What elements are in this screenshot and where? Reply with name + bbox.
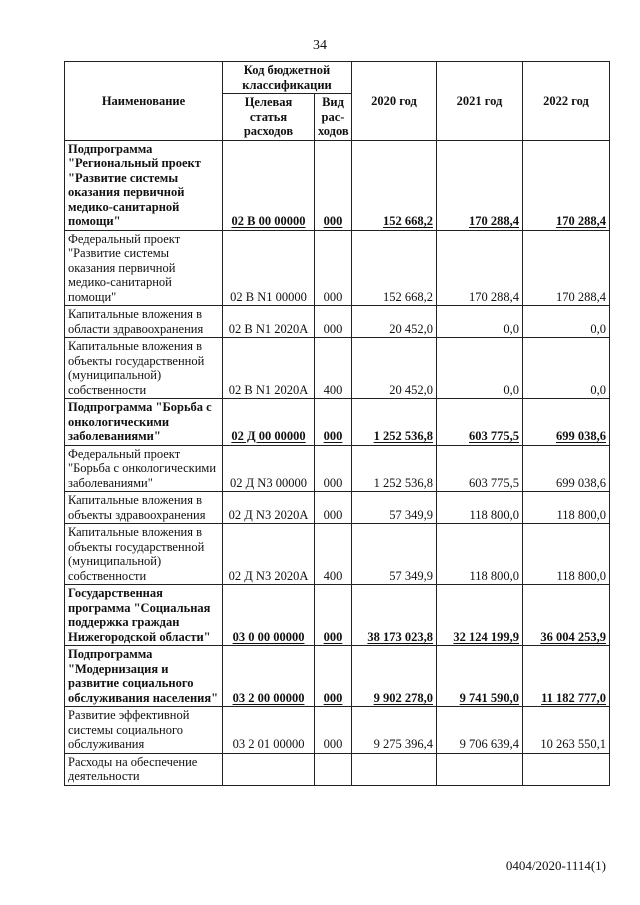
table-row xyxy=(65,753,610,785)
row-name: Подпрограмма "Модернизация и развитие социального обслуживания населения" xyxy=(65,646,223,707)
row-2022: 36 004 253,9 xyxy=(523,585,610,646)
row-2021 xyxy=(437,753,523,785)
table-row xyxy=(65,646,610,707)
row-type: 400 xyxy=(315,524,352,585)
row-name: Капитальные вложения в объекты государственной (муниципальной) собственности xyxy=(65,338,223,399)
row-2020: 9 902 278,0 xyxy=(352,646,437,707)
row-name: Капитальные вложения в объекты здравоохранения xyxy=(65,492,223,524)
table-row xyxy=(65,585,610,646)
row-2021: 118 800,0 xyxy=(437,524,523,585)
row-code: 03 2 00 00000 xyxy=(223,646,315,707)
row-2022: 0,0 xyxy=(523,338,610,399)
row-2020: 57 349,9 xyxy=(352,524,437,585)
row-2021: 170 288,4 xyxy=(437,140,523,230)
row-2022: 11 182 777,0 xyxy=(523,646,610,707)
row-code: 02 В N1 2020А xyxy=(223,306,315,338)
header-name: Наименование xyxy=(65,62,223,141)
row-2022: 170 288,4 xyxy=(523,230,610,306)
row-type: 000 xyxy=(315,306,352,338)
row-type: 000 xyxy=(315,707,352,754)
row-2021: 32 124 199,9 xyxy=(437,585,523,646)
row-2020: 20 452,0 xyxy=(352,338,437,399)
row-code: 02 Д N3 2020А xyxy=(223,524,315,585)
row-2022: 118 800,0 xyxy=(523,524,610,585)
row-type: 000 xyxy=(315,585,352,646)
row-code: 03 0 00 00000 xyxy=(223,585,315,646)
row-2022: 170 288,4 xyxy=(523,140,610,230)
header-2022: 2022 год xyxy=(523,62,610,141)
row-type: 000 xyxy=(315,140,352,230)
row-name: Капитальные вложения в объекты государственной (муниципальной) собственности xyxy=(65,524,223,585)
row-type xyxy=(315,753,352,785)
row-type: 000 xyxy=(315,445,352,492)
row-name: Капитальные вложения в области здравоохранения xyxy=(65,306,223,338)
row-name: Расходы на обеспечение деятельности xyxy=(65,753,223,785)
row-2021: 603 775,5 xyxy=(437,445,523,492)
row-type: 400 xyxy=(315,338,352,399)
table-row xyxy=(65,445,610,492)
row-2020: 57 349,9 xyxy=(352,492,437,524)
table-row xyxy=(65,524,610,585)
row-2021: 170 288,4 xyxy=(437,230,523,306)
document-code: 0404/2020-1114(1) xyxy=(505,858,606,873)
row-2021: 118 800,0 xyxy=(437,492,523,524)
row-name: Подпрограмма "Региональный проект "Развитие системы оказания первичной медико-санитарной помощи" xyxy=(65,140,223,230)
row-2021: 9 706 639,4 xyxy=(437,707,523,754)
row-2022: 118 800,0 xyxy=(523,492,610,524)
row-code xyxy=(223,753,315,785)
row-type: 000 xyxy=(315,646,352,707)
row-code: 02 В N1 00000 xyxy=(223,230,315,306)
row-2020: 152 668,2 xyxy=(352,140,437,230)
row-name: Подпрограмма "Борьба с онкологическими заболеваниями" xyxy=(65,399,223,446)
row-code: 02 В N1 2020А xyxy=(223,338,315,399)
budget-table xyxy=(64,61,610,786)
row-code: 02 Д 00 00000 xyxy=(223,399,315,446)
table-row xyxy=(65,399,610,446)
row-2021: 0,0 xyxy=(437,338,523,399)
header-2021: 2021 год xyxy=(437,62,523,141)
row-2022: 699 038,6 xyxy=(523,399,610,446)
row-2022 xyxy=(523,753,610,785)
row-name: Федеральный проект "Развитие системы оказания первичной медико-санитарной помощи" xyxy=(65,230,223,306)
table-row xyxy=(65,140,610,230)
row-2020: 38 173 023,8 xyxy=(352,585,437,646)
row-2020: 9 275 396,4 xyxy=(352,707,437,754)
row-2022: 10 263 550,1 xyxy=(523,707,610,754)
row-2021: 0,0 xyxy=(437,306,523,338)
row-2021: 603 775,5 xyxy=(437,399,523,446)
row-2022: 699 038,6 xyxy=(523,445,610,492)
table-row xyxy=(65,306,610,338)
row-code: 02 В 00 00000 xyxy=(223,140,315,230)
row-type: 000 xyxy=(315,399,352,446)
table-row xyxy=(65,492,610,524)
table-row xyxy=(65,338,610,399)
row-name: Федеральный проект "Борьба с онкологическими заболеваниями" xyxy=(65,445,223,492)
row-type: 000 xyxy=(315,492,352,524)
header-kbk-group: Код бюджетной классификации xyxy=(223,62,352,94)
row-code: 02 Д N3 2020А xyxy=(223,492,315,524)
table-row xyxy=(65,230,610,306)
row-type: 000 xyxy=(315,230,352,306)
header-2020: 2020 год xyxy=(352,62,437,141)
header-expense-type: Вид рас- ходов xyxy=(315,94,352,141)
row-2020 xyxy=(352,753,437,785)
row-2020: 1 252 536,8 xyxy=(352,445,437,492)
table-row xyxy=(65,707,610,754)
page-number: 34 xyxy=(313,38,327,53)
header-target-article: Целевая статья расходов xyxy=(223,94,315,141)
row-code: 03 2 01 00000 xyxy=(223,707,315,754)
row-name: Развитие эффективной системы социального обслуживания xyxy=(65,707,223,754)
row-2022: 0,0 xyxy=(523,306,610,338)
row-code: 02 Д N3 00000 xyxy=(223,445,315,492)
row-2020: 20 452,0 xyxy=(352,306,437,338)
row-2021: 9 741 590,0 xyxy=(437,646,523,707)
row-2020: 152 668,2 xyxy=(352,230,437,306)
row-name: Государственная программа "Социальная поддержка граждан Нижегородской области" xyxy=(65,585,223,646)
row-2020: 1 252 536,8 xyxy=(352,399,437,446)
